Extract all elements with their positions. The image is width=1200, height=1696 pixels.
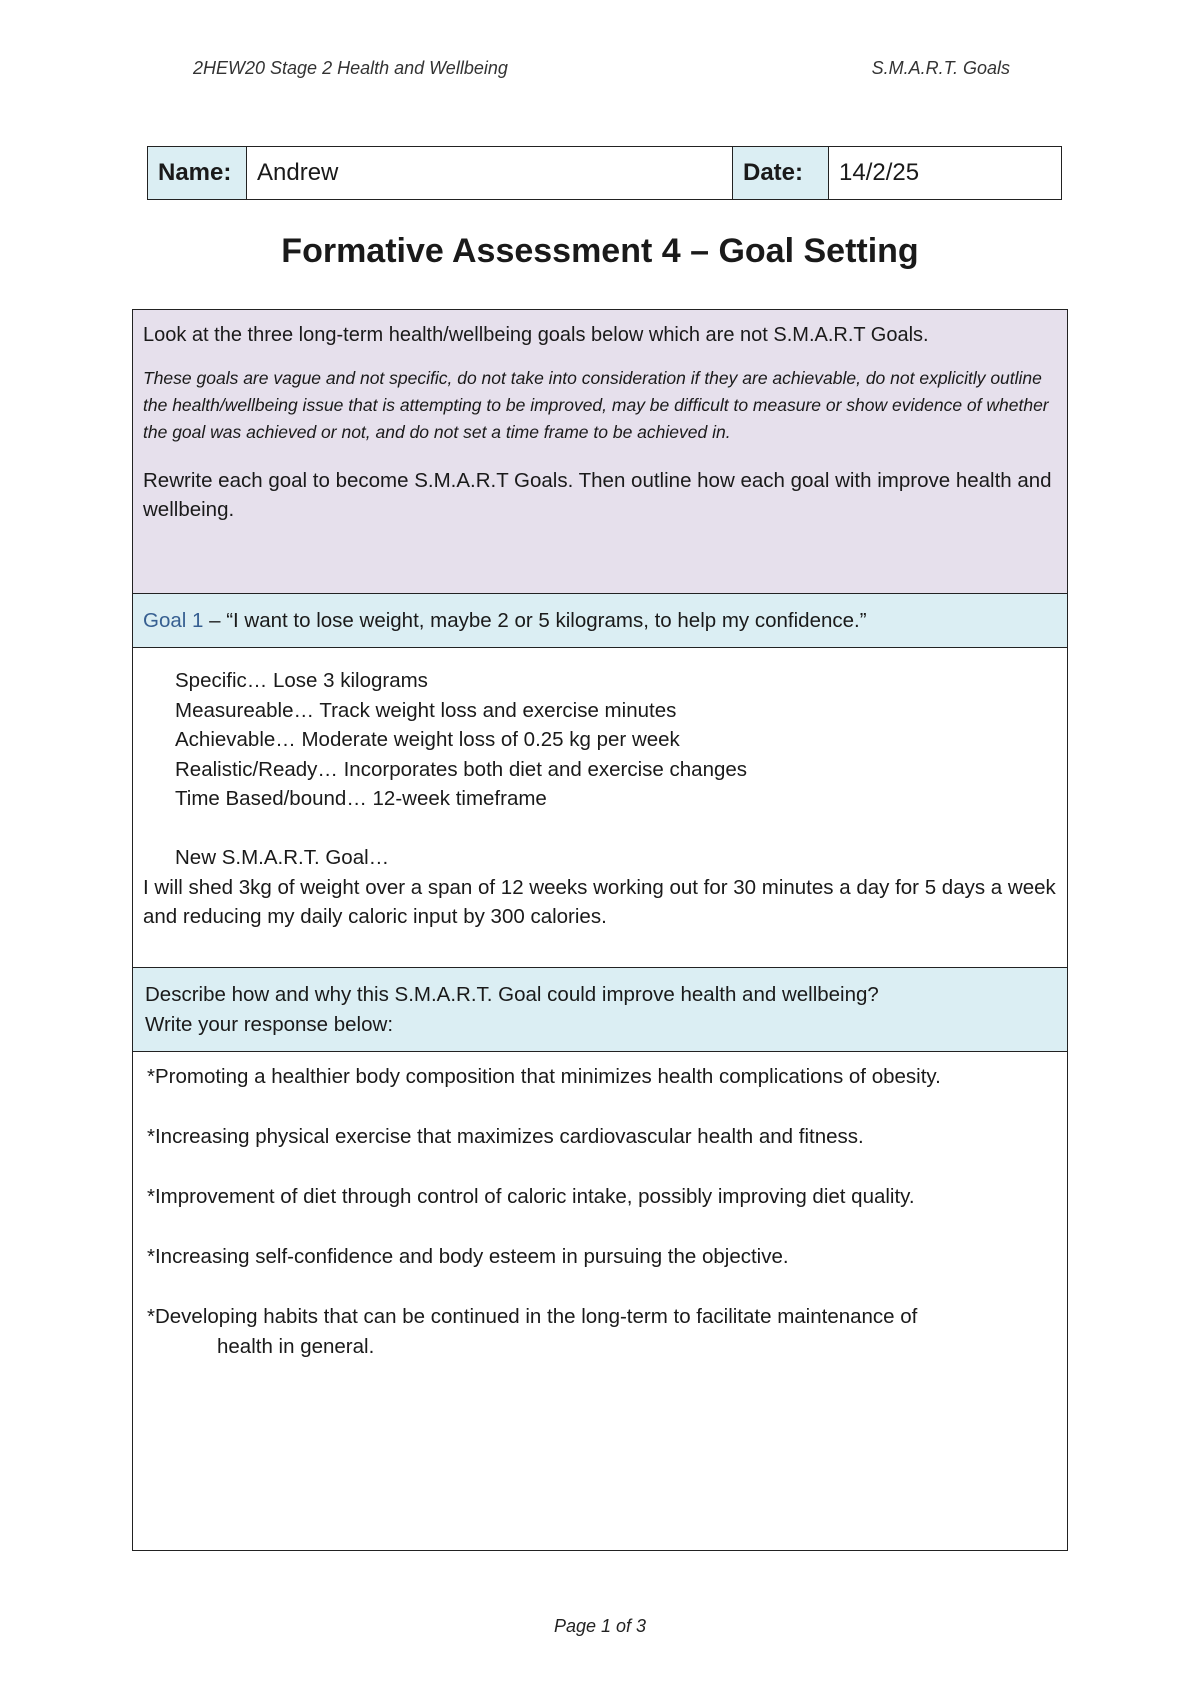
header-topic: S.M.A.R.T. Goals [871,58,1010,78]
goal-1-text: – “I want to lose weight, maybe 2 or 5 kilograms, to help my confidence.” [203,608,867,632]
response-item-continuation: health in general. [217,1335,375,1358]
instructions-section [133,310,1067,594]
new-smart-goal: I will shed 3kg of weight over a span of 12 weeks working out for 30 minutes a day for 5 days a week and reducing my daily caloric input by 300 calories. [143,875,1056,928]
instructions-intro: Look at the three long-term health/wellbeing goals below which are not S.M.A.R.T Goals. [143,324,929,346]
assessment-box [132,309,1068,1551]
smart-answer-box[interactable] [133,648,1067,968]
response-item: *Improvement of diet through control of caloric intake, possibly improving diet quality. [147,1185,915,1208]
date-field[interactable]: 14/2/25 [829,147,1062,200]
goal-1-label: Goal 1 [143,608,204,632]
response-item [147,1302,1053,1362]
goal-1-heading [133,594,1067,648]
describe-question: Describe how and why this S.M.A.R.T. Goal could improve health and wellbeing? [145,983,879,1006]
name-field[interactable]: Andrew [247,147,733,200]
student-info-table [147,146,1062,200]
response-item-line: *Developing habits that can be continued in the long-term to facilitate maintenance of [147,1305,918,1328]
smart-achievable: Achievable… Moderate weight loss of 0.25 kg per week [175,728,680,751]
instructions-note: These goals are vague and not specific, do not take into consideration if they are achievable, do not explicitly outline the health/wellbeing issue that is attempting to be improved, may be difficult to measure or show evidence of whether the goal was achieved or not, and do not set a time frame to be achieved in. [143,368,1049,442]
document-title: Formative Assessment 4 – Goal Setting [281,232,919,270]
page-header [193,58,1010,79]
response-item: *Increasing self-confidence and body esteem in pursuing the objective. [147,1245,789,1268]
instructions-task: Rewrite each goal to become S.M.A.R.T Goals. Then outline how each goal with improve health and wellbeing. [143,469,1052,521]
name-label: Name: [148,147,247,200]
describe-instruction: Write your response below: [145,1013,394,1036]
response-item: *Promoting a healthier body composition that minimizes health complications of obesity. [147,1065,941,1088]
smart-measureable: Measureable… Track weight loss and exercise minutes [175,698,677,722]
header-course: 2HEW20 Stage 2 Health and Wellbeing [193,58,508,78]
response-box[interactable] [133,1052,1067,1550]
smart-time-based: Time Based/bound… 12-week timeframe [175,787,547,810]
smart-realistic: Realistic/Ready… Incorporates both diet and exercise changes [175,757,748,781]
smart-specific: Specific… Lose 3 kilograms [175,669,428,692]
response-item: *Increasing physical exercise that maximizes cardiovascular health and fitness. [147,1125,864,1148]
page-number: Page 1 of 3 [553,1616,647,1636]
describe-prompt [133,968,1067,1052]
date-label: Date: [733,147,829,200]
new-goal-label: New S.M.A.R.T. Goal… [175,846,390,869]
